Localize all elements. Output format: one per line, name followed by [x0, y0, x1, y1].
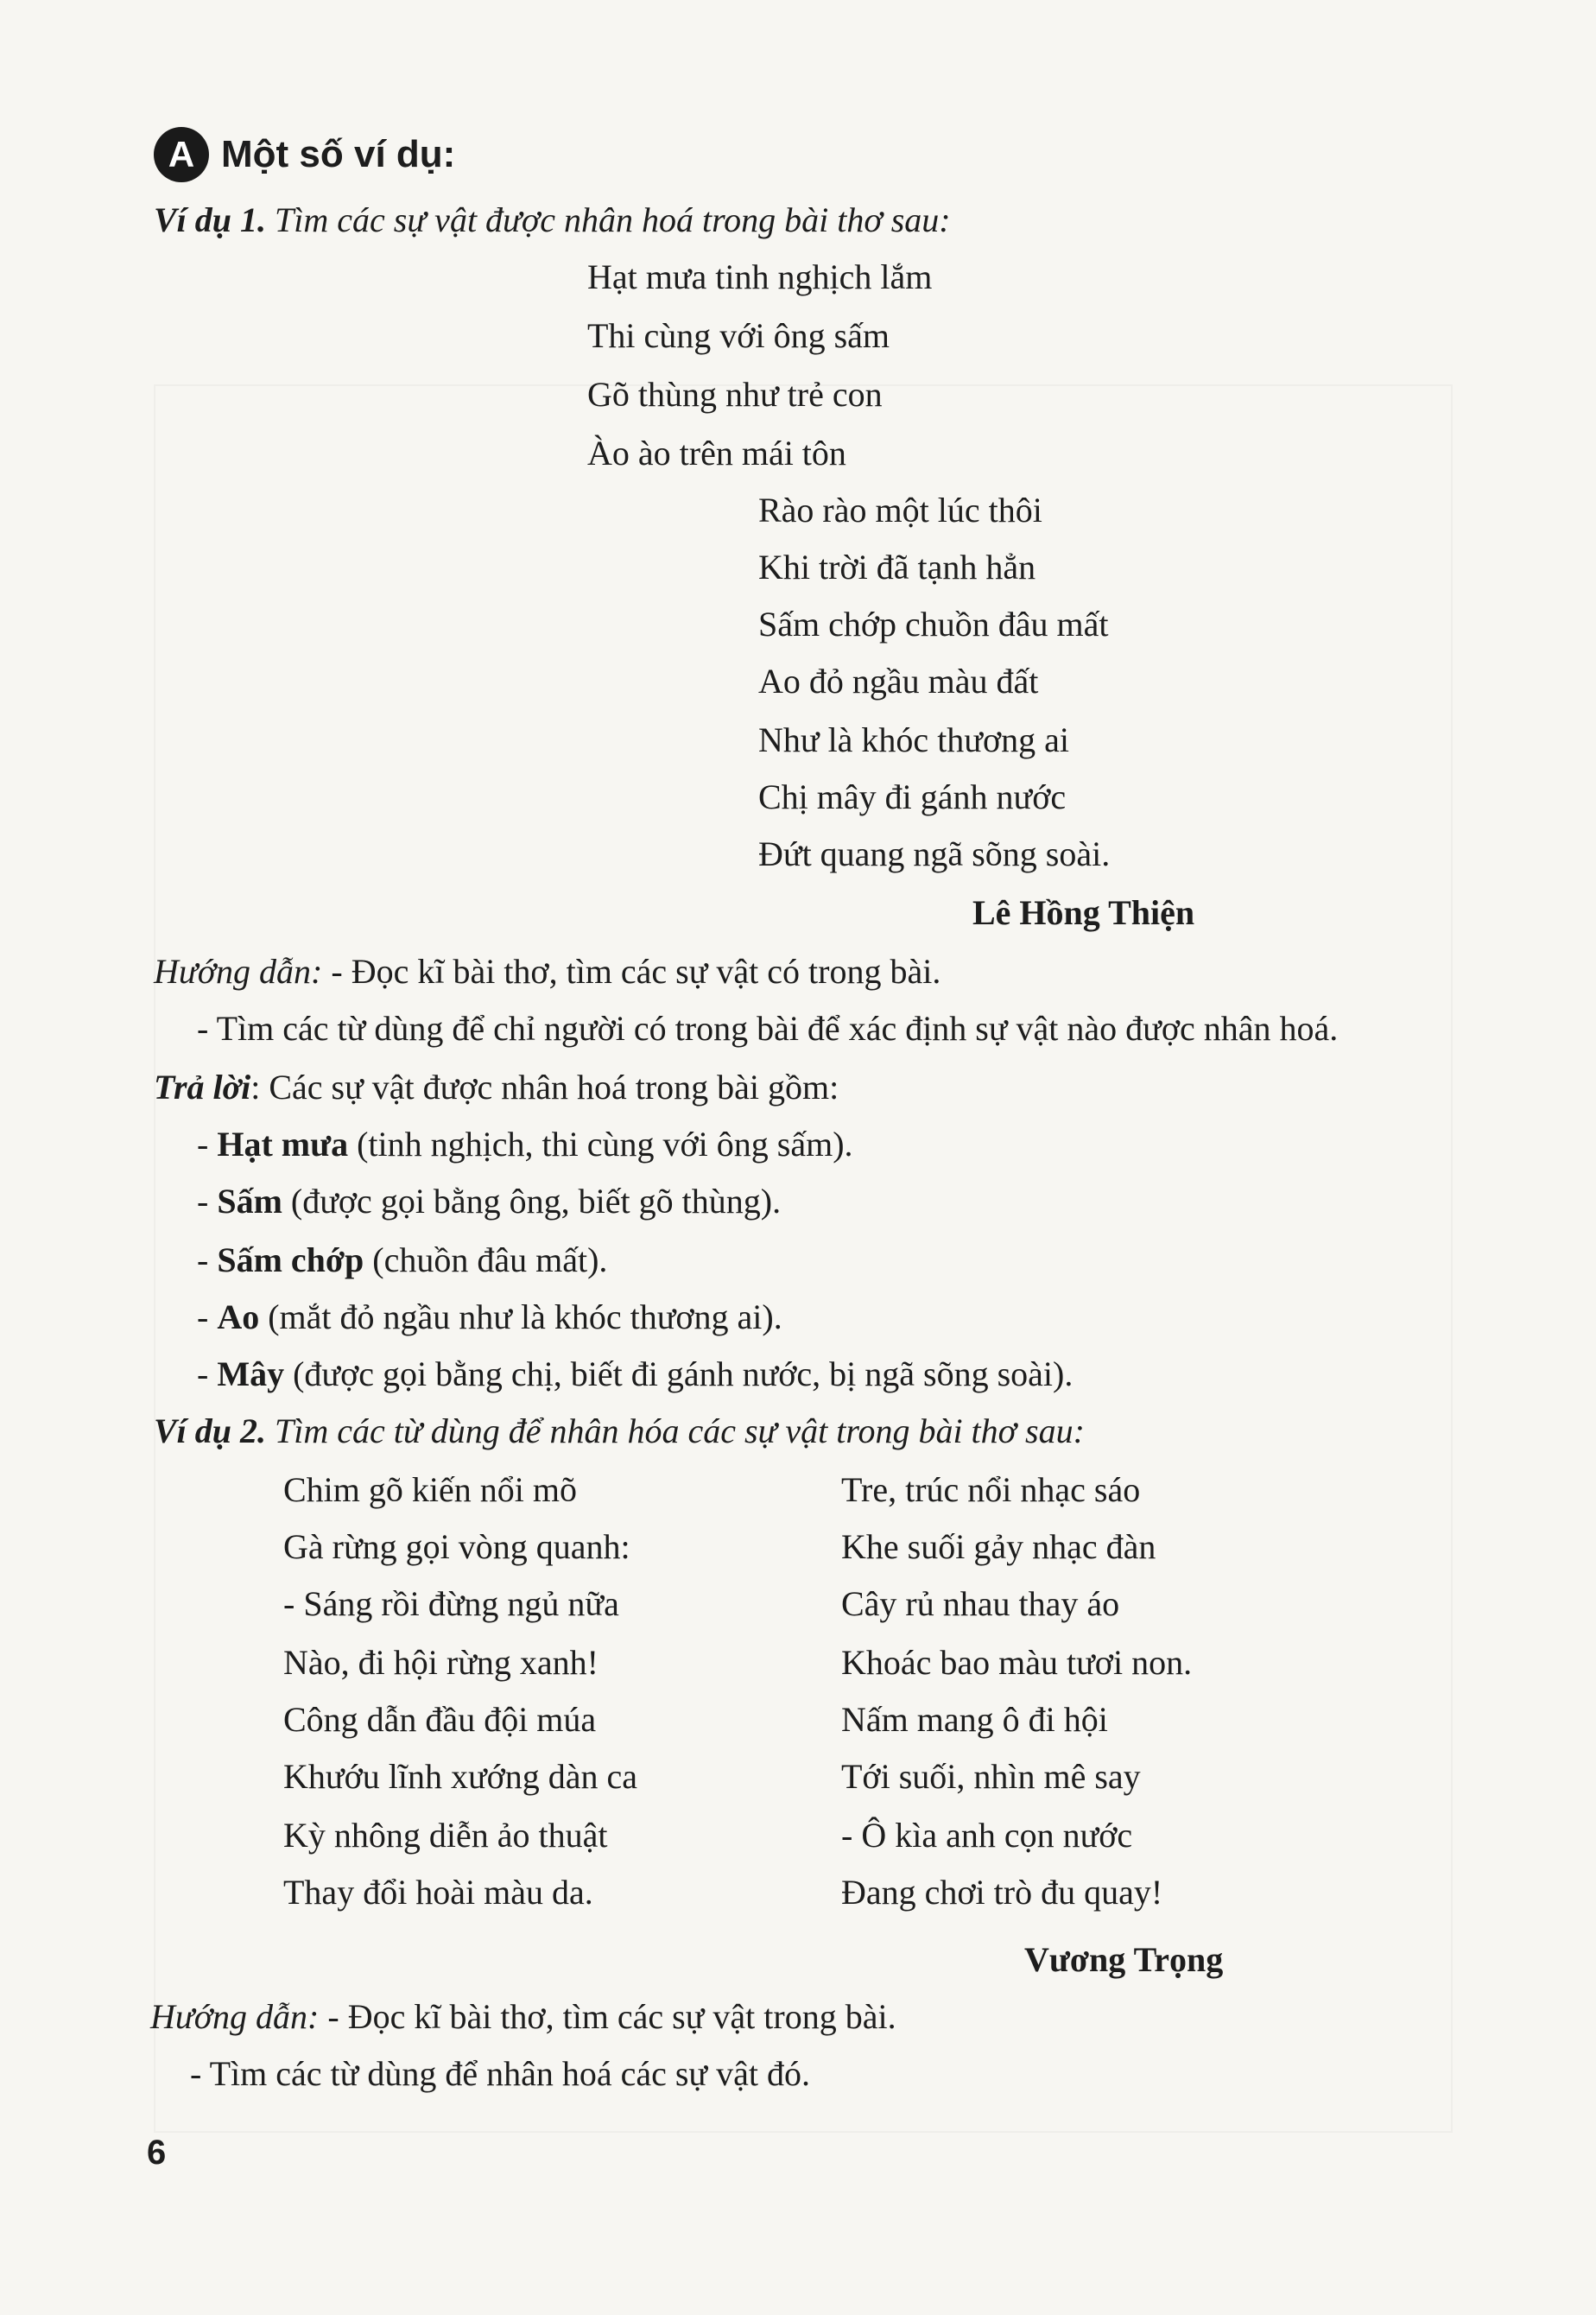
answer-term: Mây [217, 1354, 285, 1393]
example2-label: Ví dụ 2. [154, 1411, 267, 1450]
poem1-line: Sấm chớp chuồn đâu mất [758, 605, 1109, 644]
example2-prompt-text: Tìm các từ dùng để nhân hóa các sự vật trong bài thơ sau: [275, 1411, 1085, 1450]
poem1-line: Gõ thùng như trẻ con [587, 375, 883, 414]
answer-term: Sấm chớp [217, 1240, 364, 1279]
example2-prompt [154, 1410, 1085, 1453]
section-heading [154, 124, 455, 185]
example1-label: Ví dụ 1. [154, 200, 267, 239]
answer-item: - Mây (được gọi bằng chị, biết đi gánh nước, bị ngã sõng soài). [197, 1354, 1074, 1393]
answer-desc: (được gọi bằng chị, biết đi gánh nước, bị ngã sõng soài). [284, 1354, 1074, 1393]
poem2-author: Vương Trọng [1024, 1940, 1224, 1979]
guide-line: - Đọc kĩ bài thơ, tìm các sự vật trong bài. [327, 1997, 896, 2036]
example1-answer-intro [154, 1066, 839, 1109]
poem1-line: Thi cùng với ông sấm [587, 316, 890, 355]
answer-item: - Sấm (được gọi bằng ông, biết gõ thùng). [197, 1182, 782, 1221]
answer-item: - Ao (mắt đỏ ngầu như là khóc thương ai). [197, 1297, 782, 1336]
poem2-left-line: Khướu lĩnh xướng dàn ca [283, 1757, 638, 1796]
poem2-left-line: Công dẫn đầu đội múa [283, 1700, 597, 1739]
answer-item: - Hạt mưa (tinh nghịch, thi cùng với ông sấm). [197, 1125, 853, 1164]
poem2-left-line: Thay đổi hoài màu da. [283, 1873, 593, 1912]
answer-desc: (được gọi bằng ông, biết gõ thùng). [282, 1182, 782, 1221]
guide-line: - Tìm các từ dùng để nhân hoá các sự vật đó. [190, 2054, 810, 2093]
section-badge: A [154, 127, 209, 182]
answer-item: - Sấm chớp (chuồn đâu mất). [197, 1240, 608, 1279]
poem2-right-line: Khoác bao màu tươi non. [841, 1643, 1193, 1682]
example1-prompt [154, 199, 951, 242]
answer-desc: (tinh nghịch, thi cùng với ông sấm). [348, 1125, 853, 1164]
poem2-right-line: Cây rủ nhau thay áo [841, 1584, 1120, 1623]
answer-term: Ao [217, 1297, 260, 1336]
poem2-right-line: Nấm mang ô đi hội [841, 1700, 1108, 1739]
poem2-left-line: Kỳ nhông diễn ảo thuật [283, 1816, 608, 1855]
answer-term: Hạt mưa [217, 1125, 349, 1164]
poem1-line: Đứt quang ngã sõng soài. [758, 834, 1111, 873]
poem1-line: Ào ào trên mái tôn [587, 434, 846, 473]
poem2-left-line: Gà rừng gọi vòng quanh: [283, 1527, 630, 1566]
poem2-left-line: - Sáng rồi đừng ngủ nữa [283, 1584, 619, 1623]
poem2-right-line: Đang chơi trò đu quay! [841, 1873, 1163, 1912]
poem2-left-line: Nào, đi hội rừng xanh! [283, 1643, 598, 1682]
section-title: Một số ví dụ: [221, 133, 456, 175]
guide-line: - Tìm các từ dùng để chỉ người có trong bài để xác định sự vật nào được nhân hoá. [197, 1009, 1339, 1048]
poem2-right-line: Tới suối, nhìn mê say [841, 1757, 1141, 1796]
poem1-author: Lê Hồng Thiện [972, 893, 1195, 932]
answer-label: Trả lời [154, 1068, 251, 1107]
example2-guide [150, 1995, 896, 2039]
poem2-right-line: - Ô kìa anh cọn nước [841, 1816, 1133, 1855]
poem1-line: Rào rào một lúc thôi [758, 491, 1042, 530]
poem1-line: Chị mây đi gánh nước [758, 777, 1067, 816]
guide-label: Hướng dẫn: [154, 952, 323, 991]
poem2-left-line: Chim gõ kiến nổi mõ [283, 1470, 577, 1509]
example1-prompt-text: Tìm các sự vật được nhân hoá trong bài thơ sau: [275, 200, 951, 239]
answer-term: Sấm [217, 1182, 282, 1221]
poem2-right-line: Tre, trúc nổi nhạc sáo [841, 1470, 1141, 1509]
guide-label: Hướng dẫn: [150, 1997, 320, 2036]
poem2-right-line: Khe suối gảy nhạc đàn [841, 1527, 1156, 1566]
answer-desc: (chuồn đâu mất). [364, 1240, 608, 1279]
poem1-line: Hạt mưa tinh nghịch lắm [587, 257, 933, 296]
poem1-line: Như là khóc thương ai [758, 720, 1069, 759]
page-number: 6 [147, 2134, 167, 2172]
example1-guide [154, 950, 940, 993]
answer-desc: (mắt đỏ ngầu như là khóc thương ai). [259, 1297, 782, 1336]
poem1-line: Khi trời đã tạnh hẳn [758, 548, 1036, 587]
guide-line: - Đọc kĩ bài thơ, tìm các sự vật có trong bài. [331, 952, 941, 991]
answer-intro-text: : Các sự vật được nhân hoá trong bài gồm: [250, 1068, 839, 1107]
poem1-line: Ao đỏ ngầu màu đất [758, 662, 1039, 701]
